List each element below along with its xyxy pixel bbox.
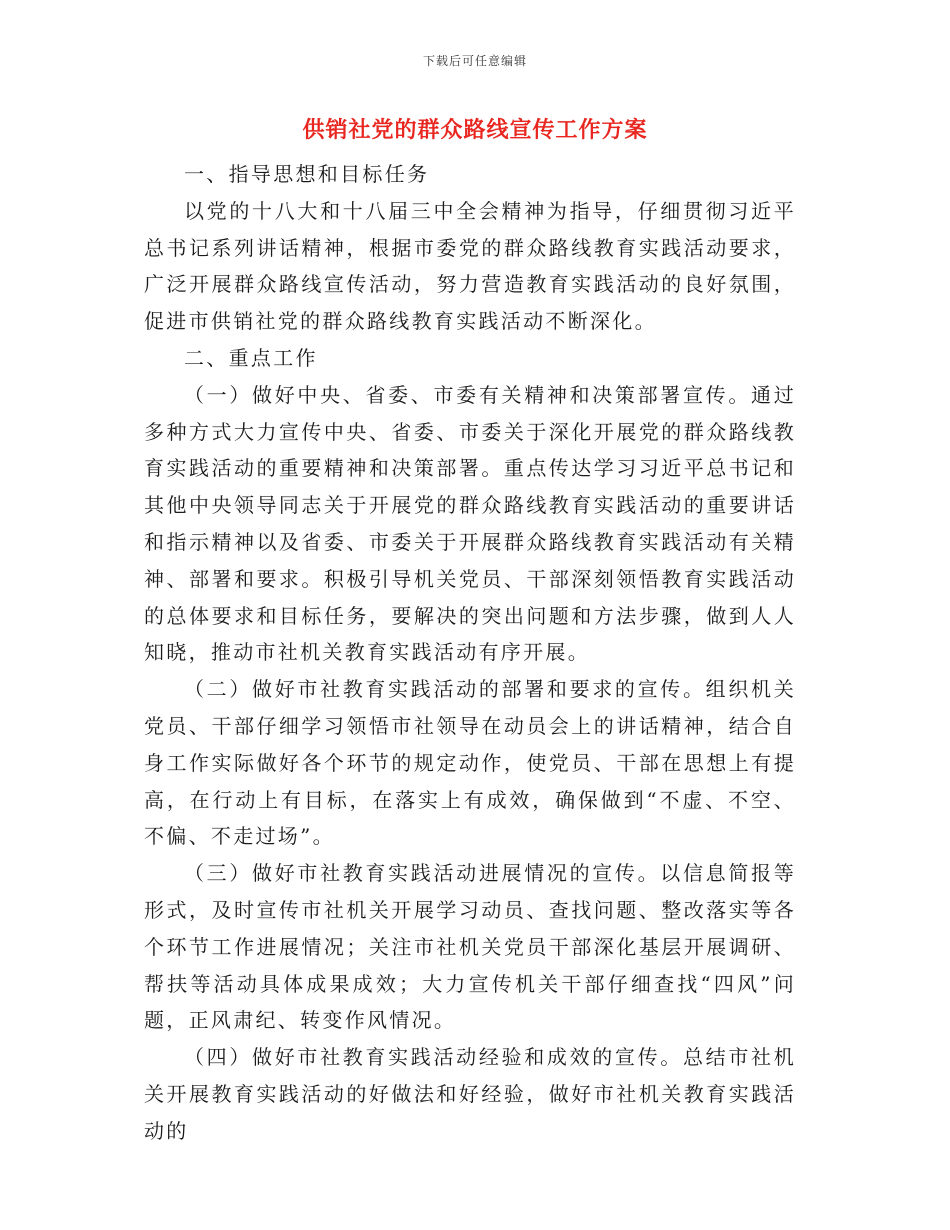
header-note: 下载后可任意编辑: [422, 54, 527, 68]
section-heading: 一、指导思想和目标任务: [184, 162, 430, 186]
paragraph: （二）做好市社教育实践活动的部署和要求的宣传。组织机关党员、干部仔细学习领悟市社领导在动员会上的讲话精神，结合自身工作实际做好各个环节的规定动作，使党员、干部在思想上有提高，在行动上有目标，在落实上有成效，确保做到“不虚、不空、不偏、不走过场”。: [144, 677, 796, 849]
document-title: 供销社党的群众路线宣传工作方案: [302, 117, 648, 143]
paragraph: （四）做好市社教育实践活动经验和成效的宣传。总结市社机关开展教育实践活动的好做法和好经验，做好市社机关教育实践活动的: [144, 1045, 796, 1143]
document-body: [144, 156, 796, 1150]
paragraph: 以党的十八大和十八届三中全会精神为指导，仔细贯彻习近平总书记系列讲话精神，根据市委党的群众路线教育实践活动要求，广泛开展群众路线宣传活动，努力营造教育实践活动的良好氛围，促进市供销社党的群众路线教育实践活动不断深化。: [144, 198, 796, 334]
section-heading: 二、重点工作: [184, 345, 318, 370]
paragraph: （三）做好市社教育实践活动进展情况的宣传。以信息简报等形式，及时宣传市社机关开展学习动员、查找问题、整改落实等各个环节工作进展情况；关注市社机关党员干部深化基层开展调研、帮扶等活动具体成果成效；大力宣传机关干部仔细查找“四风”问题，正风肃纪、转变作风情况。: [144, 861, 796, 1033]
paragraph: （一）做好中央、省委、市委有关精神和决策部署宣传。通过多种方式大力宣传中央、省委、市委关于深化开展党的群众路线教育实践活动的重要精神和决策部署。重点传达学习习近平总书记和其他中央领导同志关于开展党的群众路线教育实践活动的重要讲话和指示精神以及省委、市委关于开展群众路线教育实践活动有关精神、部署和要求。积极引导机关党员、干部深刻领悟教育实践活动的总体要求和目标任务，要解决的突出问题和方法步骤，做到人人知晓，推动市社机关教育实践活动有序开展。: [144, 382, 796, 665]
